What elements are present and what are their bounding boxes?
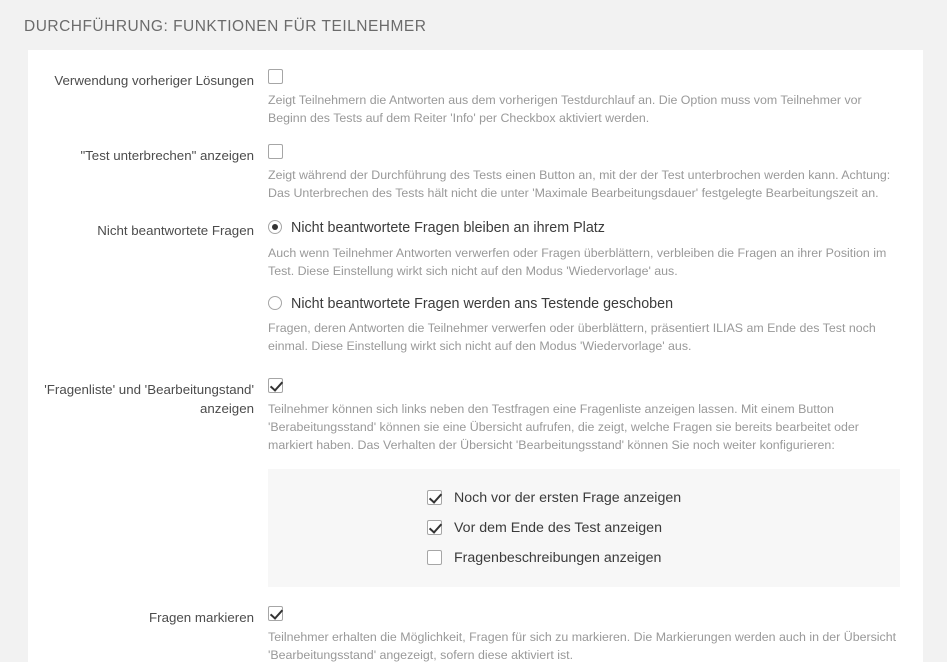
sub-label-show-before-first-question: Noch vor der ersten Frage anzeigen bbox=[454, 489, 682, 506]
sub-label-show-question-descriptions: Fragenbeschreibungen anzeigen bbox=[454, 549, 662, 566]
field-question-list bbox=[268, 377, 926, 586]
sub-row-show-before-first bbox=[268, 483, 900, 513]
field-mark-questions bbox=[268, 605, 923, 662]
checkbox-suspend-test[interactable] bbox=[268, 144, 283, 159]
checkbox-mark-questions[interactable] bbox=[268, 606, 283, 621]
radio-option-keep-position[interactable] bbox=[268, 218, 897, 237]
help-previous-solutions: Zeigt Teilnehmern die Antworten aus dem vorherigen Testdurchlauf an. Die Option muss vom Teilnehmer vor Beginn des Tests auf dem Reiter 'Info' per Checkbox aktiviert werden. bbox=[268, 93, 862, 126]
help-question-list: Teilnehmer können sich links neben den Testfragen eine Fragenliste anzeigen lassen. Mit einem Button 'Berabeitungsstand' können sie eine Übersicht aufrufen, die zeigt, welche Fragen sie bereits bearbeitet oder markiert haben. Das Verhalten der Übersicht 'Bearbeitungsstand' können Sie noch weiter konfigurieren: bbox=[268, 402, 859, 453]
label-unanswered-questions: Nicht beantwortete Fragen bbox=[97, 223, 254, 239]
form-row-question-list bbox=[28, 377, 923, 586]
field-suspend-test bbox=[268, 143, 923, 202]
checkbox-previous-solutions[interactable] bbox=[268, 69, 283, 84]
radio-option-move-to-end[interactable] bbox=[268, 294, 897, 313]
label-question-list: 'Fragenliste' und 'Bearbeitungstand' anzeigen bbox=[44, 382, 254, 417]
sub-checkbox-wrap-show-descriptions bbox=[268, 549, 454, 567]
radio-keep-position[interactable] bbox=[268, 220, 282, 234]
label-suspend-test: "Test unterbrechen" anzeigen bbox=[80, 148, 254, 164]
checkbox-show-before-first-question[interactable] bbox=[427, 490, 442, 505]
radio-block-move-to-end bbox=[268, 294, 897, 355]
label-mark-questions: Fragen markieren bbox=[149, 609, 254, 625]
help-move-to-end: Fragen, deren Antworten die Teilnehmer verwerfen oder überblättern, präsentiert ILIAS am Ende des Test noch einmal. Diese Einstellung wirkt sich nicht auf den Modus 'Wiedervorlage' aus. bbox=[268, 320, 876, 354]
radio-label-move-to-end: Nicht beantwortete Fragen werden ans Testende geschoben bbox=[291, 295, 674, 312]
form-row-suspend-test bbox=[28, 143, 923, 202]
help-mark-questions: Teilnehmer erhalten die Möglichkeit, Fragen für sich zu markieren. Die Markierungen werden auch in der Übersicht 'Bearbeitungsstand' angezeigt, sofern diese aktiviert ist. bbox=[268, 629, 897, 662]
page-title: DURCHFÜHRUNG: FUNKTIONEN FÜR TEILNEHMER bbox=[24, 18, 427, 35]
question-list-suboptions bbox=[268, 469, 900, 587]
form-row-unanswered-questions bbox=[28, 218, 923, 359]
radio-move-to-end[interactable] bbox=[268, 296, 282, 310]
help-keep-position: Auch wenn Teilnehmer Antworten verwerfen oder Fragen überblättern, verbleiben die Fragen an ihrer Position im Test. Diese Einstellung wirkt sich nicht auf den Modus 'Wiedervorlage' aus. bbox=[268, 245, 887, 278]
sub-checkbox-wrap-show-before-first bbox=[268, 489, 454, 507]
checkbox-show-question-descriptions[interactable] bbox=[427, 550, 442, 565]
radio-label-keep-position: Nicht beantwortete Fragen bleiben an ihrem Platz bbox=[291, 220, 605, 237]
radio-block-keep-position bbox=[268, 218, 897, 279]
sub-checkbox-wrap-show-before-end bbox=[268, 519, 454, 537]
label-previous-solutions: Verwendung vorheriger Lösungen bbox=[54, 73, 254, 88]
checkbox-question-list[interactable] bbox=[268, 378, 283, 393]
settings-panel bbox=[28, 50, 923, 662]
checkbox-show-before-end-of-test[interactable] bbox=[427, 520, 442, 535]
field-previous-solutions bbox=[268, 68, 923, 127]
sub-row-show-before-end bbox=[268, 513, 900, 543]
help-suspend-test: Zeigt während der Durchführung des Tests einen Button an, mit der der Test unterbrochen werden kann. Achtung: Das Unterbrechen des Tests hält nicht die unter 'Maximale Bearbeitungsdauer' festgelegte Bearbeitungszeit an. bbox=[268, 168, 891, 201]
form-row-mark-questions bbox=[28, 605, 923, 662]
field-unanswered-questions bbox=[268, 218, 923, 359]
form-row-previous-solutions bbox=[28, 68, 923, 127]
sub-row-show-descriptions bbox=[268, 543, 900, 573]
sub-label-show-before-end-of-test: Vor dem Ende des Test anzeigen bbox=[454, 519, 662, 536]
